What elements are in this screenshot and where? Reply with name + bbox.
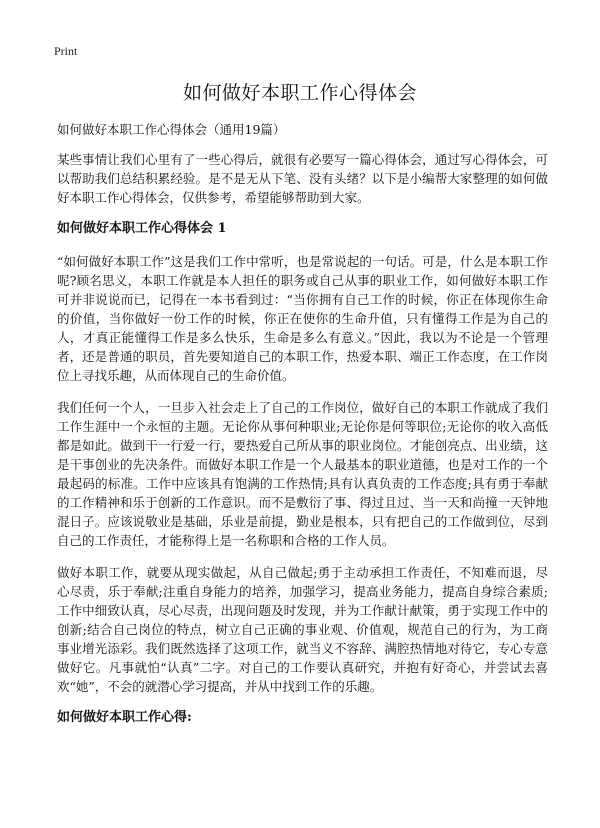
page-title: 如何做好本职工作心得体会 — [182, 82, 417, 104]
body-paragraph-3: 做好本职工作，就要从现实做起，从自己做起;勇于主动承担工作责任，不知难而退，尽心尽责，乐于奉献;注重自身能力的培养，加强学习，提高业务能力，提高自身综合素质;工作中细致认真，尽心尽责，出现问题及时发现，并为工作献计献策，勇于实现工作中的创新;结合自己岗位的特点，树立自己正确的事业观、价值观，规范自己的行为，为工商事业增光添彩。我们既然选择了这项工作，就当义不容辞、满腔热情地对待它，专心专意做好它。凡事就怕“认真”二字。对自己的工作要认真研究，并抱有好奇心，并尝试去喜欢“她”，不会的就潜心学习提高，并从中找到工作的乐趣。 — [57, 565, 548, 694]
document-subtitle: 如何做好本职工作心得体会（通用19篇） — [57, 122, 286, 137]
section-heading-2: 如何做好本职工作心得: — [57, 710, 192, 725]
intro-paragraph: 某些事情让我们心里有了一些心得后，就很有必要写一篇心得体会，通过写心得体会，可以帮助我们总结积累经验。是不是无从下笔、没有头绪？以下是小编帮大家整理的如何做好本职工作心得体会，仅供参考，希望能够帮助到大家。 — [57, 152, 548, 205]
body-paragraph-2: 我们任何一个人，一旦步入社会走上了自己的工作岗位，做好自己的本职工作就成了我们工作生涯中一个永恒的主题。无论你从事何种职业;无论你是何等职位;无论你的收入高低都是如此。做到干一行爱一行，要热爱自己所从事的职业岗位。才能创亮点、出业绩，这是干事创业的先决条件。而做好本职工作是一个人最基本的职业道德，也是对工作的一个最起码的标准。工作中应该具有饱满的工作热情;具有认真负责的工作态度;具有勇于奉献的工作精神和乐于创新的工作意识。而不是敷衍了事、得过且过、当一天和尚撞一天钟地混日子。应该说敬业是基础，乐业是前提，勤业是根本，只有把自己的工作做到位，尽到自己的工作责任，才能称得上是一名称职和合格的工作人员。 — [57, 400, 548, 548]
print-link[interactable]: Print — [54, 44, 78, 58]
document-body — [57, 150, 548, 741]
body-paragraph-1: “如何做好本职工作”这是我们工作中常听，也是常说起的一句话。可是，什么是本职工作呢?顾名思义，本职工作就是本人担任的职务或自己从事的职业工作，如何做好本职工作可并非说说而已，记得在一本书看到过：“当你拥有自己工作的时候，你正在体现你生命的价值，当你做好一份工作的时候，你正在使你的生命升值，只有懂得工作是为自己的人，才真正能懂得工作是多么快乐，生命是多么有意义。”因此，我以为不论是一个管理者，还是普通的职员，首先要知道自己的本职工作，热爱本职、端正工作态度，在工作岗位上寻找乐趣，从而体现自己的生命价值。 — [57, 254, 548, 383]
section-heading-1: 如何做好本职工作心得体会 1 — [57, 221, 227, 236]
